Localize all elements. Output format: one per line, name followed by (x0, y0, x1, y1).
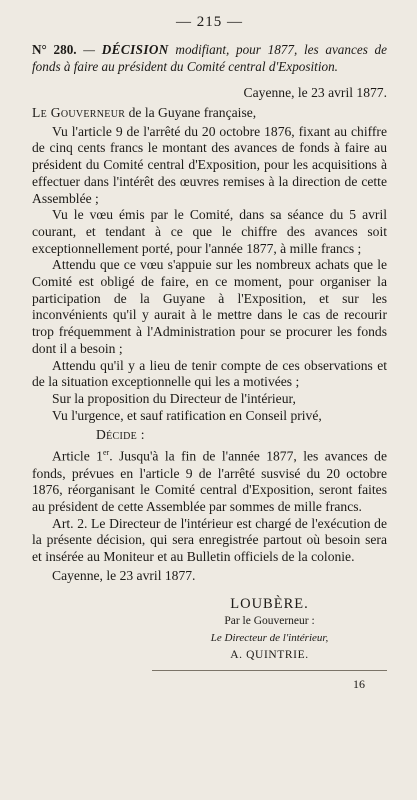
consideration-2: Vu le vœu émis par le Comité, dans sa séance du 5 avril courant, et tendant à ce que le chiffre des avances soit exceptionnellement porté, pour l'année 1877, à mille francs ; (32, 207, 387, 256)
closing-dateline: Cayenne, le 23 avril 1877. (52, 567, 196, 583)
signatory-name: LOUBÈRE. (230, 595, 309, 612)
consideration-1: Vu l'article 9 de l'arrêté du 20 octobre 1876, fixant au chiffre de cinq cents francs le montant des avances de fonds à faire au président du Comité central d'Exposition, pour les acquisitions à effectuer dans l'intérêt des œuvres remises à la direction de cette Assemblée ; (32, 123, 387, 206)
consideration-5: Sur la proposition du Directeur de l'intérieur, (52, 390, 296, 406)
heading-dash: — (76, 42, 102, 57)
article-1-text: . Jusqu'à la fin de l'année 1877, les avances de fonds, prévues en l'article 9 de l'arrêté susvisé du 20 octobre 1876, réorganisant le Comité central d'Exposition, seront faites au président de cette Assemblée par sommes de mille francs. (32, 448, 388, 514)
salutation-title: Le Gouverneur (32, 105, 126, 120)
consideration-6: Vu l'urgence, et sauf ratification en Conseil privé, (52, 407, 322, 423)
sheet-mark: 16 (353, 676, 365, 691)
article-1-sup: er (102, 448, 110, 458)
article-1-label: Article 1 (52, 448, 103, 464)
divider-rule (152, 670, 387, 671)
page-number: — 215 — (176, 14, 243, 30)
signature-block (152, 596, 387, 671)
decision-heading (32, 41, 387, 75)
salutation (32, 105, 387, 122)
decide-label: Décide : (96, 427, 145, 443)
signature-by-line: Par le Gouverneur : (224, 614, 315, 627)
consideration-3: Attendu que ce vœu s'appuie sur les nombreux achats que le Comité est obligé de faire, en ce moment, pour organiser la participation de la Guyane à l'Exposition, et sur les inconvénients qu'il y aurait à le mettre dans le cas de recourir trop fréquemment à l'Administration pour se procurer les fonds dont il a besoin ; (32, 257, 387, 356)
salutation-rest: de la Guyane française, (125, 105, 257, 120)
dateline: Cayenne, le 23 avril 1877. (243, 85, 387, 100)
decision-number: N° 280. (32, 42, 77, 57)
decision-keyword: DÉCISION (101, 42, 169, 57)
consideration-4: Attendu qu'il y a lieu de tenir compte de ces observations et de la situation exceptionnelle qui les a motivées ; (32, 357, 387, 390)
article-1 (32, 445, 387, 515)
article-2: Art. 2. Le Directeur de l'intérieur est chargé de l'exécution de la présente décision, qui sera enregistrée partout où besoin sera et insérée au Moniteur et au Bulletin officiels de la colonie. (32, 515, 387, 565)
deputy-name: A. QUINTRIE. (230, 648, 309, 661)
decision-title: modifiant, pour 1877, les avances de fonds à faire au président du Comité central d'Exposition. (32, 42, 387, 74)
signature-role: Le Directeur de l'intérieur, (210, 631, 329, 644)
